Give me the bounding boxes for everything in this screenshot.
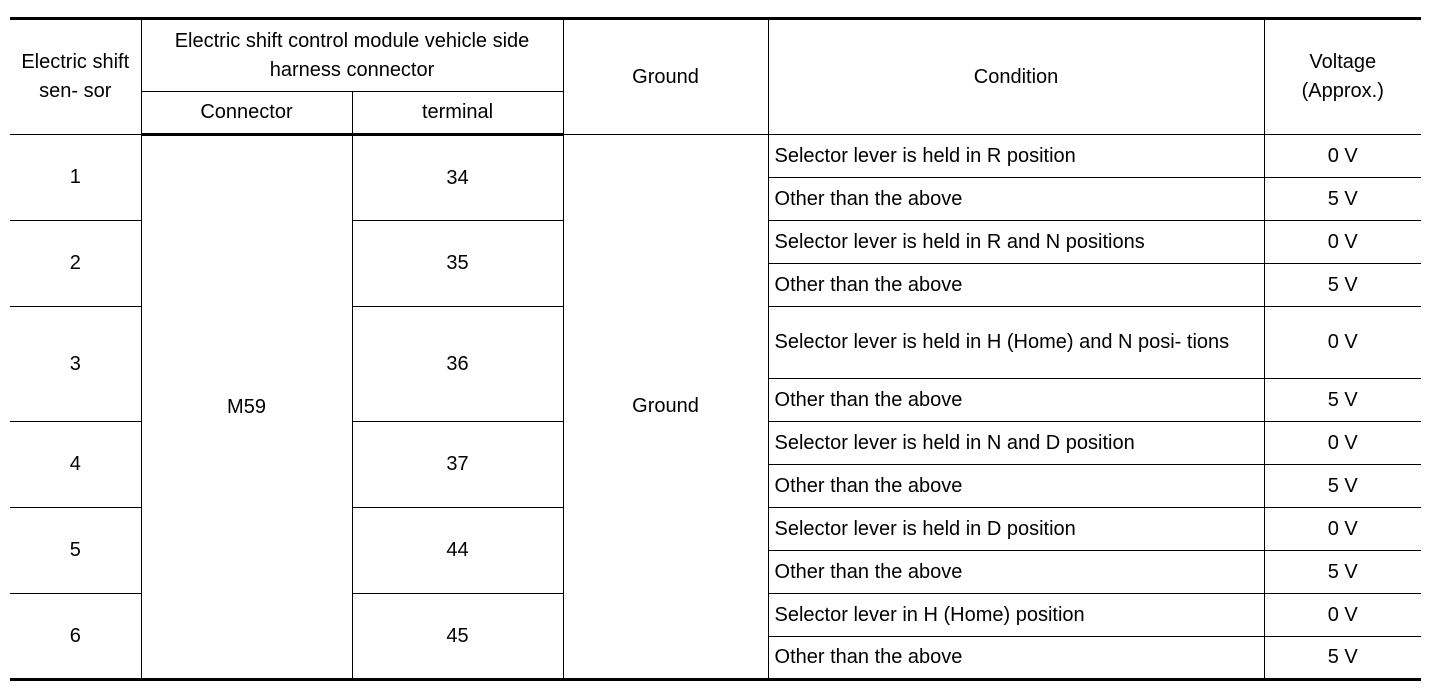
sensor-cell: 5 — [10, 508, 141, 594]
terminal-cell: 44 — [352, 508, 563, 594]
condition-cell: Other than the above — [768, 637, 1264, 680]
condition-cell: Selector lever is held in R position — [768, 135, 1264, 178]
condition-cell: Selector lever is held in D position — [768, 508, 1264, 551]
header-condition: Condition — [768, 19, 1264, 135]
inspection-table — [10, 17, 1421, 681]
sensor-cell: 6 — [10, 594, 141, 680]
ground-cell: Ground — [563, 135, 768, 680]
voltage-cell: 0 V — [1264, 135, 1421, 178]
header-ground: Ground — [563, 19, 768, 135]
terminal-cell: 36 — [352, 307, 563, 422]
header-terminal: terminal — [352, 92, 563, 135]
connector-cell: M59 — [141, 135, 352, 680]
condition-cell: Selector lever is held in H (Home) and N posi- tions — [768, 307, 1264, 379]
voltage-cell: 0 V — [1264, 422, 1421, 465]
voltage-cell: 0 V — [1264, 594, 1421, 637]
voltage-cell: 5 V — [1264, 551, 1421, 594]
voltage-cell: 5 V — [1264, 465, 1421, 508]
condition-cell: Other than the above — [768, 264, 1264, 307]
table-body — [10, 135, 1421, 680]
condition-cell: Other than the above — [768, 465, 1264, 508]
sensor-cell: 1 — [10, 135, 141, 221]
sensor-cell: 3 — [10, 307, 141, 422]
header-connector: Connector — [141, 92, 352, 135]
voltage-cell: 5 V — [1264, 637, 1421, 680]
condition-cell: Selector lever is held in R and N positions — [768, 221, 1264, 264]
sensor-cell: 4 — [10, 422, 141, 508]
condition-cell: Selector lever is held in N and D position — [768, 422, 1264, 465]
header-voltage: Voltage (Approx.) — [1264, 19, 1421, 135]
condition-cell: Other than the above — [768, 178, 1264, 221]
terminal-cell: 37 — [352, 422, 563, 508]
voltage-cell: 5 V — [1264, 379, 1421, 422]
header-harness-group: Electric shift control module vehicle side harness connector — [141, 19, 563, 92]
table-header — [10, 19, 1421, 135]
terminal-cell: 35 — [352, 221, 563, 307]
terminal-cell: 34 — [352, 135, 563, 221]
voltage-cell: 5 V — [1264, 178, 1421, 221]
voltage-cell: 0 V — [1264, 508, 1421, 551]
sensor-cell: 2 — [10, 221, 141, 307]
condition-cell: Other than the above — [768, 551, 1264, 594]
voltage-cell: 0 V — [1264, 221, 1421, 264]
terminal-cell: 45 — [352, 594, 563, 680]
voltage-cell: 0 V — [1264, 307, 1421, 379]
header-sensor: Electric shift sen- sor — [10, 19, 141, 135]
table-row — [10, 135, 1421, 178]
condition-cell: Other than the above — [768, 379, 1264, 422]
voltage-cell: 5 V — [1264, 264, 1421, 307]
condition-cell: Selector lever in H (Home) position — [768, 594, 1264, 637]
